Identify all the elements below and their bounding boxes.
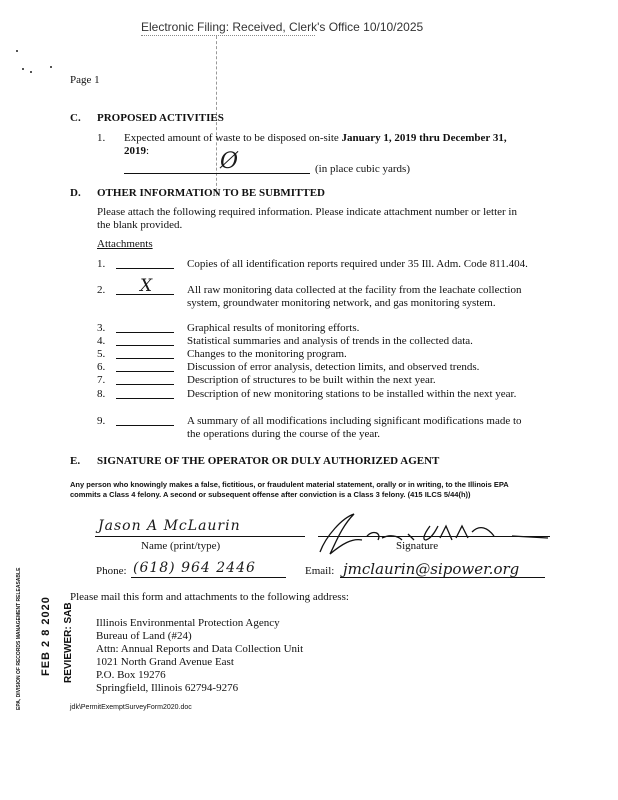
filing-stamp: [141, 20, 423, 34]
item-text-bold: January 1, 2019 thru December 31, 2019: [124, 132, 507, 157]
attachment-item-1-blank[interactable]: [116, 268, 174, 269]
attachment-item-9-number: 9.: [97, 415, 106, 427]
unit-label: (in place cubic yards): [315, 163, 410, 175]
stamp-underline: [141, 35, 315, 36]
felony-warning: Any person who knowingly makes a false, fictitious, or fraudulent material statement, orally or in writing, to the Illinois EPA commits a Class 4 felony. A second or subsequent offense after conviction is a Class 3 felony. (415 ILCS 5/44(h)): [70, 480, 509, 499]
printed-name-value: Jason A McLaurin: [98, 518, 241, 534]
attachment-item-5-number: 5.: [97, 348, 106, 360]
phone-value: (618) 964 2446: [133, 560, 256, 576]
attachment-item-7-number: 7.: [97, 374, 106, 386]
reviewer-stamp: REVIEWER: SAB: [63, 602, 74, 683]
filing-stamp-text: Electronic Filing: Received, Clerk's Office 10/10/2025: [141, 20, 424, 34]
attachments-heading: Attachments: [97, 238, 153, 250]
section-e-letter: E.: [70, 455, 81, 467]
phone-label: Phone:: [96, 565, 127, 577]
scan-speck: [30, 71, 32, 73]
address-line-2: Bureau of Land (#24): [96, 630, 192, 642]
name-label: Name (print/type): [141, 540, 221, 552]
mail-instruction: Please mail this form and attachments to the following address:: [70, 591, 349, 603]
attachment-item-8-text: Description of new monitoring stations to be installed within the next year.: [187, 388, 517, 400]
attachment-item-7-text: Description of structures to be built within the next year.: [187, 374, 436, 386]
attachment-item-2-number: 2.: [97, 284, 106, 296]
attachment-item-7-blank[interactable]: [116, 384, 174, 385]
page-label: Page 1: [70, 74, 100, 86]
item-text-prefix: Expected amount of waste to be disposed on-site: [124, 132, 342, 144]
email-line[interactable]: [340, 577, 545, 578]
section-c-letter: C.: [70, 112, 81, 124]
section-d-instructions: Please attach the following required information. Please indicate attachment number or letter in the blank provided.: [97, 206, 517, 231]
signature-line[interactable]: [318, 536, 550, 537]
signature-label: Signature: [396, 540, 439, 552]
handwritten-waste-amount: Ø: [220, 149, 239, 174]
attachment-item-4-number: 4.: [97, 335, 106, 347]
attachment-item-3-text: Graphical results of monitoring efforts.: [187, 322, 360, 334]
attachment-item-1-number: 1.: [97, 258, 106, 270]
address-line-6: Springfield, Illinois 62794-9276: [96, 682, 239, 694]
attachment-item-8-blank[interactable]: [116, 398, 174, 399]
attachment-item-5-blank[interactable]: [116, 358, 174, 359]
attachment-item-1-text: Copies of all identification reports required under 35 Ill. Adm. Code 811.404.: [187, 258, 528, 270]
printed-name-line[interactable]: [95, 536, 305, 537]
address-line-3: Attn: Annual Reports and Data Collection Unit: [96, 643, 304, 655]
attachment-item-5-text: Changes to the monitoring program.: [187, 348, 347, 360]
email-label: Email:: [305, 565, 335, 577]
section-d-letter: D.: [70, 187, 81, 199]
section-e-title: SIGNATURE OF THE OPERATOR OR DULY AUTHORIZED AGENT: [97, 455, 440, 467]
attachment-item-4-text: Statistical summaries and analysis of trends in the collected data.: [187, 335, 473, 347]
scan-speck: [16, 50, 18, 52]
email-value: jmclaurin@sipower.org: [343, 560, 520, 578]
address-line-5: P.O. Box 19276: [96, 669, 166, 681]
division-stamp: EPA, DIVISION OF RECORDS MANAGEMENT RELEASABLE: [16, 567, 22, 710]
attachment-item-9-text: A summary of all modifications including significant modifications made to the operations during the course of the year.: [187, 415, 522, 440]
attachment-item-4-blank[interactable]: [116, 345, 174, 346]
received-date-stamp: FEB 2 8 2020: [40, 596, 52, 676]
attachment-item-6-text: Discussion of error analysis, detection limits, and observed trends.: [187, 361, 480, 373]
attachment-item-6-number: 6.: [97, 361, 106, 373]
section-d-title: OTHER INFORMATION TO BE SUBMITTED: [97, 187, 325, 199]
attachment-item-9-blank[interactable]: [116, 425, 174, 426]
section-c-item-number: 1.: [97, 132, 106, 144]
section-c-item-text: [124, 132, 534, 158]
address-line-4: 1021 North Grand Avenue East: [96, 656, 234, 668]
item-text-suffix: :: [146, 145, 150, 157]
address-line-1: Illinois Environmental Protection Agency: [96, 617, 280, 629]
scan-speck: [50, 66, 52, 68]
attachment-item-2-text: All raw monitoring data collected at the facility from the leachate collection system, groundwater monitoring network, and gas monitoring system.: [187, 284, 522, 309]
section-c-title: PROPOSED ACTIVITIES: [97, 112, 224, 124]
attachment-item-3-number: 3.: [97, 322, 106, 334]
attachment-item-8-number: 8.: [97, 388, 106, 400]
scan-speck: [22, 68, 24, 70]
footer-file-path: jdk\PermitExemptSurveyForm2020.doc: [70, 704, 192, 711]
waste-amount-blank[interactable]: [124, 173, 310, 174]
phone-line[interactable]: [131, 577, 286, 578]
attachment-item-2-mark: X: [140, 276, 153, 296]
attachment-item-3-blank[interactable]: [116, 332, 174, 333]
attachment-item-6-blank[interactable]: [116, 371, 174, 372]
signature-text: [372, 512, 448, 526]
